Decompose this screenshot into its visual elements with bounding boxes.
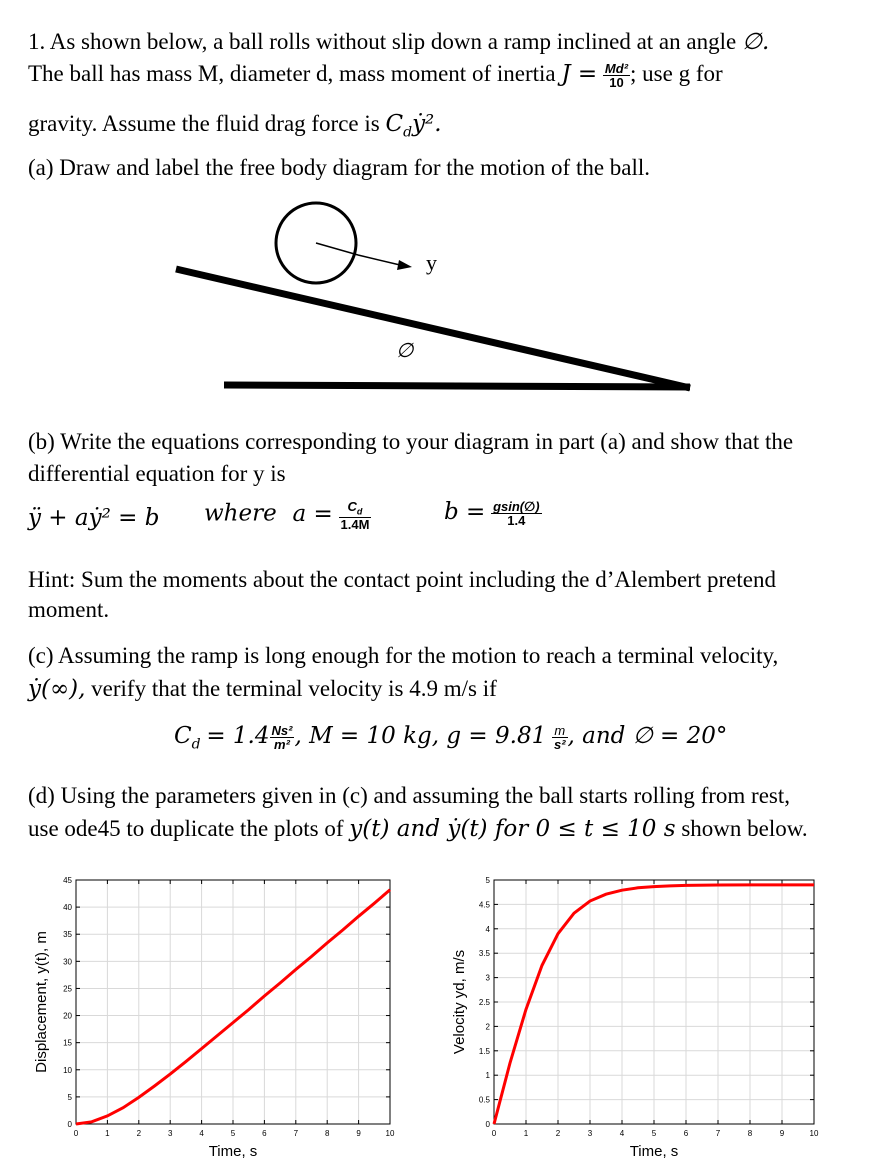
parameters-equation <box>174 724 727 752</box>
cd-unit-num: Ns² <box>271 723 293 739</box>
drag-velocity: ẏ². <box>412 111 442 137</box>
x-tick-label: 5 <box>230 1129 236 1138</box>
y-tick-label: 5 <box>485 876 490 885</box>
x-tick-label: 10 <box>385 1129 395 1138</box>
angle-symbol: ∅. <box>741 29 770 55</box>
drag-coef-sub: d <box>403 124 413 141</box>
y-tick-label: 2 <box>485 1022 490 1032</box>
cd-value: = 1.4 <box>206 723 270 749</box>
y-tick-label: 1.5 <box>478 1046 490 1056</box>
b-equals: b = <box>444 499 486 525</box>
x-tick-label: 8 <box>324 1129 330 1138</box>
x-tick-label: 10 <box>809 1129 819 1138</box>
y-tick-label: 0.5 <box>478 1095 490 1105</box>
y-direction-arrow <box>358 255 400 265</box>
part-d-line-1: (d) Using the parameters given in (c) and assuming the ball starts rolling from rest, <box>28 783 790 808</box>
drag-coef: C <box>385 111 404 137</box>
part-d-text-a: use ode45 to duplicate the plots of <box>28 816 344 841</box>
x-tick-label: 7 <box>293 1129 299 1138</box>
intro-text-2: The ball has mass M, diameter d, mass moment of inertia <box>28 61 556 86</box>
inertia-den: 10 <box>609 75 624 91</box>
x-tick-label: 8 <box>747 1129 753 1138</box>
y-tick-label: 20 <box>63 1011 72 1021</box>
radius-line <box>316 243 358 255</box>
cd-sub: d <box>191 736 201 753</box>
intro-line-2 <box>28 62 723 89</box>
b-den: 1.4 <box>507 513 526 529</box>
x-tick-label: 3 <box>587 1129 593 1138</box>
y-tick-label: 25 <box>63 984 72 994</box>
y-label: y <box>426 250 437 275</box>
x-tick-label: 6 <box>683 1129 689 1138</box>
ramp-surface <box>176 269 690 388</box>
y-tick-label: 45 <box>63 876 72 885</box>
y-tick-label: 3.5 <box>478 949 490 959</box>
hint-line-1: Hint: Sum the moments about the contact point including the d’Alembert pretend <box>28 567 776 592</box>
part-c-line-2 <box>28 677 497 701</box>
x-tick-label: 1 <box>105 1129 110 1138</box>
b-definition <box>444 500 542 527</box>
part-c-text: verify that the terminal velocity is 4.9 m/s if <box>91 676 497 701</box>
x-tick-label: 7 <box>715 1129 721 1138</box>
b-num: gsin(∅) <box>493 499 540 515</box>
intro-line-1 <box>28 30 769 54</box>
x-tick-label: 4 <box>619 1129 625 1138</box>
y-axis-label: Velocity yd, m/s <box>451 949 468 1055</box>
y-tick-label: 15 <box>63 1038 72 1048</box>
x-tick-label: 6 <box>262 1129 267 1138</box>
b-fraction <box>491 500 542 527</box>
y-tick-label: 0 <box>485 1120 490 1129</box>
y-tick-label: 10 <box>63 1065 72 1075</box>
a-equals: a = <box>292 500 333 527</box>
a-den: 1.4M <box>340 516 370 532</box>
y-tick-label: 1 <box>485 1071 490 1081</box>
mass-gravity: , M = 10 kg, g = 9.81 <box>294 723 547 749</box>
part-b-line-1: (b) Write the equations corresponding to your diagram in part (a) and show that the <box>28 429 794 454</box>
g-unit-den: s² <box>553 737 566 753</box>
cd-unit-den: m² <box>274 737 290 753</box>
y-arrowhead <box>397 260 412 270</box>
y-tick-label: 4 <box>485 924 490 934</box>
a-num-sub: d <box>356 506 363 517</box>
y-tick-label: 40 <box>63 903 72 913</box>
intro-line-3 <box>28 112 442 140</box>
y-tick-label: 4.5 <box>478 900 490 910</box>
g-unit <box>552 724 568 751</box>
y-tick-label: 2.5 <box>478 998 490 1007</box>
velocity-chart <box>450 870 830 1165</box>
part-d-line-2 <box>28 817 808 841</box>
x-axis-label: Time, s <box>208 1143 258 1160</box>
where-a <box>204 500 371 531</box>
displacement-chart <box>30 870 400 1165</box>
part-d-math: y(t) and ẏ(t) for 0 ≤ t ≤ 10 s <box>349 816 676 842</box>
x-tick-label: 0 <box>491 1129 497 1138</box>
y-tick-label: 3 <box>485 973 490 983</box>
cd-symbol: C <box>174 723 192 749</box>
angle-label: ∅ <box>396 338 414 362</box>
part-c-line-1: (c) Assuming the ramp is long enough for the motion to reach a terminal velocity, <box>28 643 779 668</box>
where-word: where <box>204 500 277 527</box>
ode: ÿ + aẏ² = b <box>28 505 160 531</box>
y-axis-label: Displacement, y(t), m <box>33 931 50 1073</box>
y-tick-label: 35 <box>63 930 72 940</box>
hint-line-2: moment. <box>28 597 110 622</box>
ode-equation <box>28 506 159 530</box>
g-unit-num: m <box>552 724 568 738</box>
inertia-fraction <box>603 62 630 89</box>
x-tick-label: 2 <box>136 1129 142 1138</box>
part-b-line-2: differential equation for y is <box>28 461 286 486</box>
x-tick-label: 9 <box>779 1129 785 1138</box>
inertia-symbol: J = <box>561 61 598 87</box>
x-tick-label: 5 <box>651 1129 657 1138</box>
ramp-diagram <box>0 185 872 415</box>
ground-line <box>224 385 690 387</box>
part-a: (a) Draw and label the free body diagram for the motion of the ball. <box>28 155 651 180</box>
x-tick-label: 4 <box>199 1129 204 1138</box>
intro-text-1: 1. As shown below, a ball rolls without slip down a ramp inclined at an angle <box>28 29 737 54</box>
x-tick-label: 9 <box>356 1129 361 1138</box>
intro-text-2b: ; use g for <box>630 61 723 86</box>
part-d-text-b: shown below. <box>681 816 808 841</box>
a-fraction <box>339 500 372 531</box>
x-tick-label: 3 <box>167 1129 173 1138</box>
y-tick-label: 5 <box>67 1092 72 1102</box>
intro-text-3: gravity. Assume the fluid drag force is <box>28 111 380 136</box>
x-axis-label: Time, s <box>629 1143 679 1160</box>
x-tick-label: 1 <box>523 1129 529 1138</box>
x-tick-label: 0 <box>73 1129 79 1138</box>
inertia-num: Md² <box>604 61 629 77</box>
a-num: C <box>347 499 357 514</box>
y-tick-label: 30 <box>63 957 72 967</box>
y-tick-label: 0 <box>67 1120 72 1129</box>
cd-unit <box>270 724 295 751</box>
x-tick-label: 2 <box>555 1129 561 1138</box>
angle-value: , and ∅ = 20° <box>567 723 728 749</box>
terminal-velocity-symbol: ẏ(∞), <box>28 676 86 702</box>
